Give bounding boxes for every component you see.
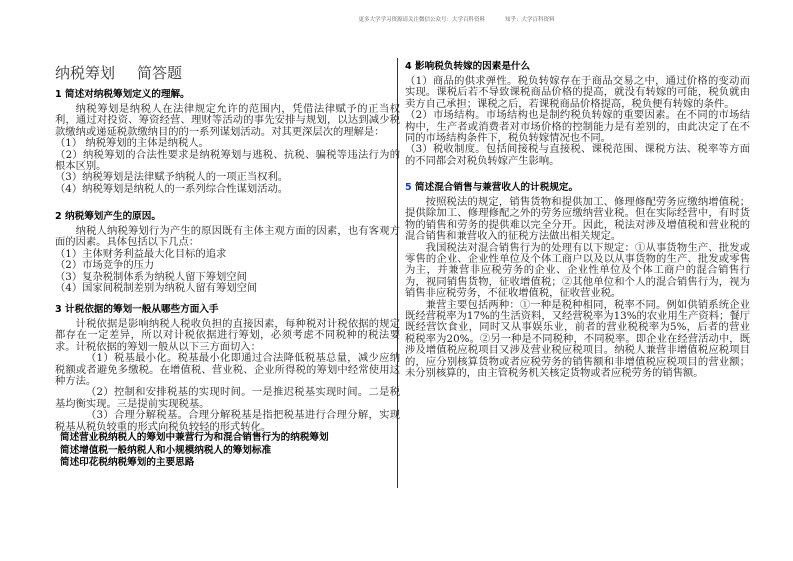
list-item: （3）纳税筹划是法律赋予纳税人的一项正当权利。 <box>55 171 289 184</box>
paragraph: （1）商品的供求弹性。税负转嫁存在于商品交易之中，通过价格的变动而实现。课税后若不导致课税商品价格的提高，就没有转嫁的可能，税负就由卖方自己承担；课税之后，若课税商品价格提高，税负便有转嫁的条件。 <box>405 75 750 110</box>
extra-question: 简述印花税纳税筹划的主要思路 <box>60 457 195 468</box>
paragraph: 按照税法的规定，销售货物和提供加工、修理修配劳务应缴纳增值税；提供除加工、修理修配之外的劳务应缴纳营业税。但在实际经营中，有时货物的销售和劳务的提供难以完全分开。因此，税法对涉及增值税和营业税的混合销售和兼营收入的征税方法做出相关规定。 <box>405 196 750 243</box>
list-item: （2）市场竞争的压力 <box>55 259 155 272</box>
paragraph: （3）税收制度。包括间接税与直接税、课税范围、课税方法、税率等方面的不同都会对税负转嫁产生影响。 <box>405 143 750 167</box>
question-2-heading: 2 纳税筹划产生的原因。 <box>55 211 161 222</box>
paragraph: （2）控制和安排税基的实现时间。一是推迟税基实现时间。二是税基均衡实现。三是提前实现税基。 <box>55 386 400 410</box>
question-3 <box>55 303 400 433</box>
question-2 <box>55 210 400 294</box>
question-1-heading: 1 简述对纳税筹划定义的理解。 <box>55 89 190 100</box>
list-item: （3）复杂税制体系为纳税人留下筹划空间 <box>55 270 247 283</box>
question-5 <box>405 181 750 380</box>
list-item: （2）纳税筹划的合法性要求是纳税筹划与逃税、抗税、骗税等违法行为的根本区别。 <box>55 148 400 173</box>
header-zhihu: 知乎：大学百科资料 <box>505 17 555 23</box>
list-item: （4）纳税筹划是纳税人的一系列综合性谋划活动。 <box>55 182 289 195</box>
paragraph: 纳税人纳税筹划行为产生的原因既有主体主观方面的因素，也有客观方面的因素。具体包括以下几点： <box>55 225 400 249</box>
paragraph: 计税依据是影响纳税人税收负担的直接因素，每种税对计税依据的规定都存在一定差异，所以对计税依据进行筹划，必须考虑不同税种的税法要求。计税依据的筹划一般从以下三方面切入： <box>55 318 400 353</box>
extra-question: 简述营业税纳税人的筹划中兼营行为和混合销售行为的纳税筹划 <box>60 432 329 443</box>
list-item: （1）主体财务利益最大化目标的追求 <box>55 247 227 260</box>
paragraph: （2）市场结构。市场结构也是制约税负转嫁的重要因素。在不同的市场结构中，生产者或消费者对市场价格的控制能力是有差别的，由此决定了在不同的市场结构条件下，税负转嫁情况也不同。 <box>405 109 750 145</box>
paragraph: （3）合理分解税基。合理分解税基是指把税基进行合理分解，实现税基从税负较重的形式向税负较轻的形式转化。 <box>55 409 400 433</box>
list-item: （4）国家间税制差别为纳税人留有筹划空间 <box>55 282 258 295</box>
extra-questions <box>60 432 329 470</box>
paragraph: 兼营主要包括两种：①一种是税种相同，税率不同。例如供销系统企业既经营税率为17%的生活资料，又经营税率为13%的农业用生产资料；餐厅既经营饮食业，同时又从事娱乐业，前者的营业税税率为5%，后者的营业税税率为20%。②另一种是不同税种，不同税率。即企业在经营活动中，既涉及增值税应税项目又涉及营业税应税项目。纳税人兼营非增值税应税项目的，应分别核算货物或者应税劳务的销售额和非增值税应税项目的营业额；未分别核算的，由主管税务机关核定货物或者应税劳务的销售额。 <box>405 298 750 380</box>
question-4-heading: 4 影响税负转嫁的因素是什么 <box>405 61 531 72</box>
title-sub: 简答题 <box>137 64 183 82</box>
title-main: 纳税筹划 <box>55 64 116 82</box>
question-1 <box>55 88 400 195</box>
paragraph: 我国税法对混合销售行为的处理有以下规定：①从事货物生产、批发或零售的企业、企业性单位及个体工商户以及以从事货物的生产、批发或零售为主，并兼营非应税劳务的企业、企业性单位及个体工商户的混合销售行为，视同销售货物，征收增值税；②其他单位和个人的混合销售行为，视为销售非应税劳务，不征收增值税，征收营业税。 <box>405 241 750 300</box>
header-wechat: 更多大学学习资源请关注微信公众号：大学百科资料 <box>358 17 485 23</box>
paragraph: （1）税基最小化。税基最小化即通过合法降低税基总量，减少应纳税额或者避免多缴税。在增值税、营业税、企业所得税的筹划中经常使用这种方法。 <box>55 352 400 388</box>
extra-question: 简述增值税一般纳税人和小规模纳税人的筹划标准 <box>60 444 272 456</box>
list-item: （1） 纳税筹划的主体是纳税人。 <box>55 137 209 150</box>
page-title <box>55 62 182 83</box>
paragraph: 纳税筹划是纳税人在法律规定允许的范围内，凭借法律赋予的正当权利，通过对投资、筹资经营、理财等活动的事先安排与规划，以达到减少税款缴纳或递延税款缴纳目的的一系列谋划活动。对其更深层次的理解是： <box>55 103 400 138</box>
page-header <box>0 15 793 23</box>
question-5-heading: 5 简述混合销售与兼营收人的计税规定。 <box>405 182 579 193</box>
question-4 <box>405 60 750 167</box>
question-3-heading: 3 计税依据的筹划一般从哪些方面入手 <box>55 304 219 315</box>
